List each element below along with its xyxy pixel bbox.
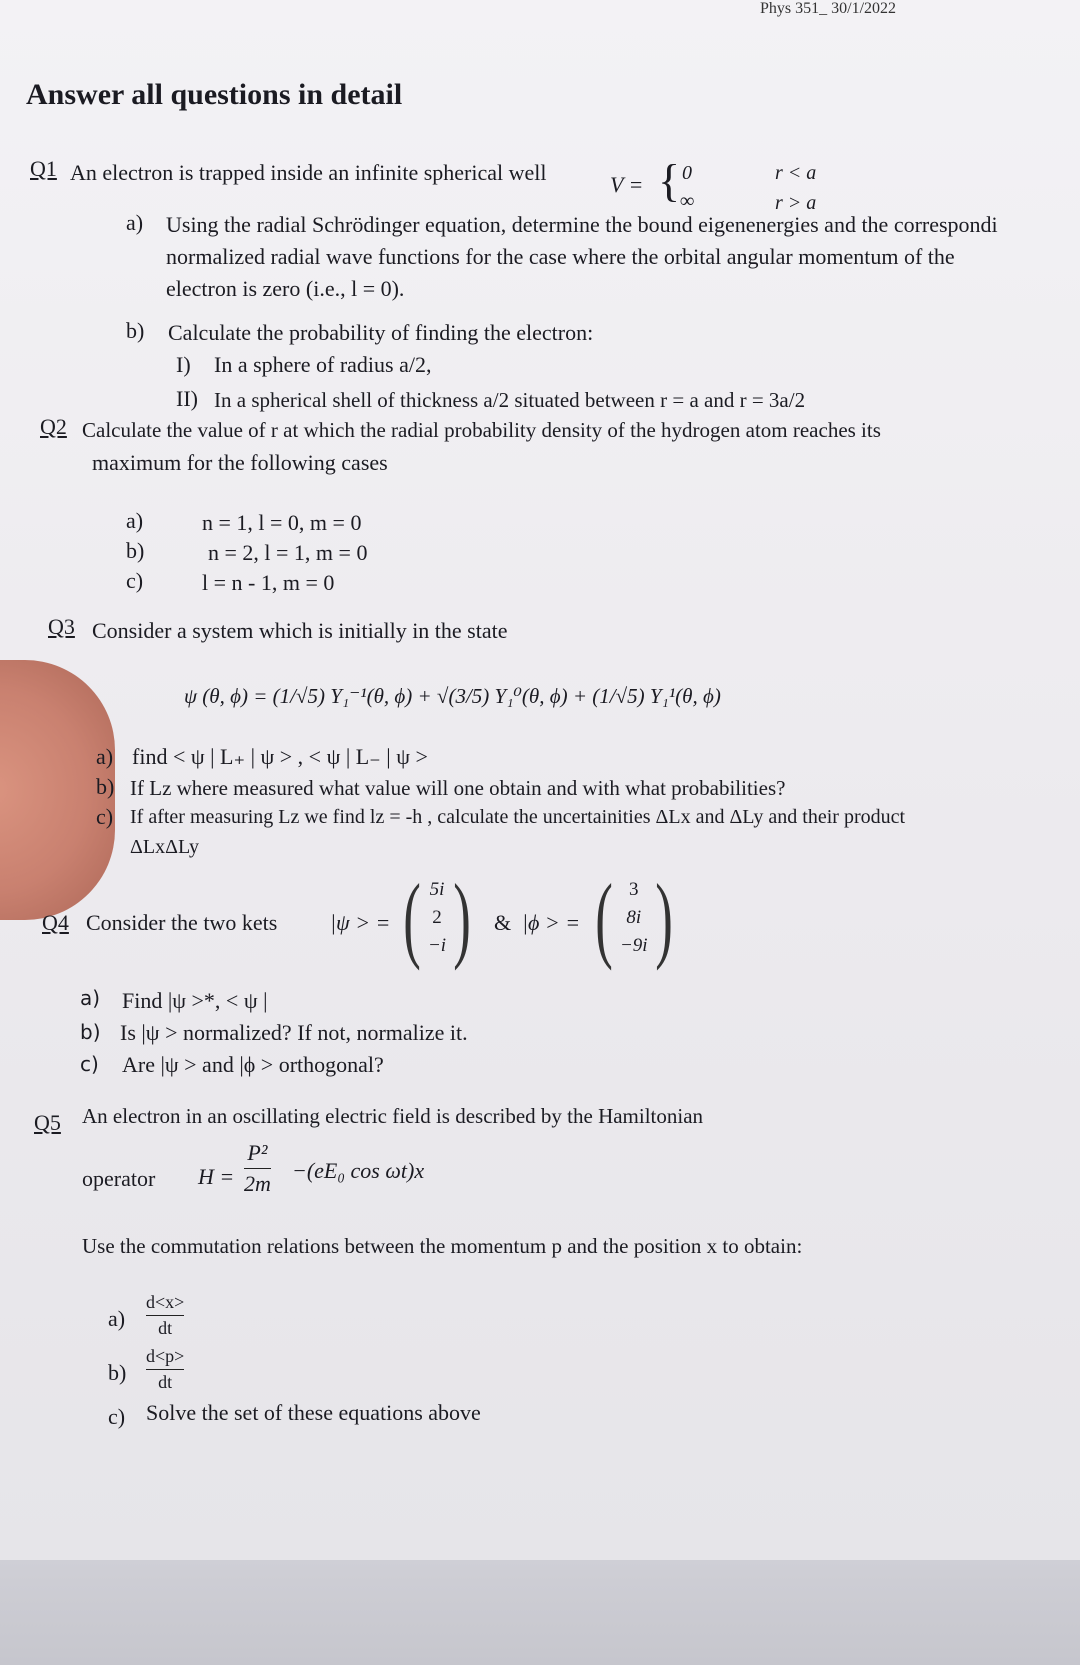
phi-comp-2: 8i: [626, 907, 642, 928]
q2-line1: Calculate the value of r at which the radial probability density of the hydrogen atom reaches its: [82, 418, 881, 442]
q3-a-label: a): [96, 744, 114, 769]
q4-psi-vector: [396, 864, 478, 971]
psi-left-paren: (: [403, 864, 421, 971]
q5-a-numerator: d<x>: [146, 1292, 185, 1312]
q5-a-label: a): [108, 1306, 126, 1331]
q1-a-line1: Using the radial Schrödinger equation, determine the bound eigenenergies and the correspondi: [166, 212, 998, 237]
phi-right-paren: ): [654, 864, 673, 971]
q5-c-text: Solve the set of these equations above: [146, 1400, 481, 1425]
q1-text: An electron is trapped inside an infinite spherical well: [70, 160, 547, 185]
q3-state-equation: ψ (θ, ϕ) = (1/√5) Y₁⁻¹(θ, ϕ) + √(3/5) Y₁⁰(θ, ϕ) + (1/√5) Y₁¹(θ, ϕ): [184, 684, 721, 708]
q5-c-label: c): [108, 1404, 126, 1429]
q1-a-line3: electron is zero (i.e., l = 0).: [166, 276, 405, 301]
course-header: Phys 351_ 30/1/2022: [760, 0, 897, 17]
q1-case1-value: 0: [682, 162, 692, 184]
q3-a-text: find < ψ | L₊ | ψ > , < ψ | L₋ | ψ >: [132, 744, 428, 769]
q2-b-label: b): [126, 538, 145, 563]
q4-b-label: b): [80, 1020, 101, 1044]
q4-number: Q4: [42, 910, 69, 935]
q5-h-denominator: 2m: [244, 1171, 271, 1196]
q5-b-fraction: [146, 1346, 184, 1393]
q5-instruction: Use the commutation relations between the momentum p and the position x to obtain:: [82, 1234, 803, 1258]
q3-b-label: b): [96, 774, 115, 799]
page-title: Answer all questions in detail: [26, 78, 403, 111]
phi-comp-3: −9i: [619, 935, 648, 956]
background-surface: [0, 1560, 1080, 1665]
q3-b-text: If Lz where measured what value will one obtain and with what probabilities?: [130, 776, 786, 800]
q5-a-fraction: [146, 1292, 184, 1339]
q2-a-text: n = 1, l = 0, m = 0: [202, 510, 362, 535]
q3-c-line2: ΔLxΔLy: [130, 836, 200, 858]
q1-case1-cond: r < a: [775, 162, 817, 184]
q1-bii-text: In a spherical shell of thickness a/2 situated between r = a and r = 3a/2: [214, 388, 806, 412]
q1-number: Q1: [30, 156, 57, 181]
q5-b-label: b): [108, 1360, 127, 1385]
psi-comp-2: 2: [432, 907, 442, 928]
q5-h-lhs: H =: [198, 1164, 235, 1189]
q3-c-label: c): [96, 804, 114, 829]
q5-a-fraction-bar: [146, 1315, 184, 1316]
q2-a-label: a): [126, 508, 144, 533]
q2-c-label: c): [126, 568, 144, 593]
psi-comp-3: −i: [427, 935, 447, 956]
q1-potential-lhs: V =: [610, 172, 644, 197]
q1-case2-cond: r > a: [775, 192, 817, 214]
q5-h-fraction: [244, 1140, 271, 1197]
q5-line1: An electron in an oscillating electric field is described by the Hamiltonian: [82, 1104, 704, 1128]
q5-b-numerator: d<p>: [146, 1346, 185, 1366]
q2-line2: maximum for the following cases: [92, 450, 388, 475]
q5-number: Q5: [34, 1110, 61, 1135]
q5-b-denominator: dt: [158, 1372, 173, 1392]
q5-h-fraction-bar: [244, 1168, 271, 1169]
q4-a-label: a): [80, 986, 101, 1010]
q1-b-text: Calculate the probability of finding the electron:: [168, 320, 594, 345]
q5-h-rest: −(eE₀ cos ωt)x: [292, 1158, 425, 1183]
q2-number: Q2: [40, 414, 67, 439]
q3-text: Consider a system which is initially in the state: [92, 618, 508, 643]
psi-comp-1: 5i: [429, 879, 445, 900]
q4-b-text: Is |ψ > normalized? If not, normalize it.: [120, 1020, 468, 1045]
q1-bi-label: I): [176, 352, 191, 377]
q4-phi-ket: |ϕ > =: [522, 910, 581, 935]
q5-b-fraction-bar: [146, 1369, 184, 1370]
psi-right-paren: ): [453, 864, 471, 971]
q1-bii-label: II): [176, 386, 198, 411]
q3-c-line1: If after measuring Lz we find lz = -h , calculate the uncertainities ΔLx and ΔLy and their product: [130, 806, 906, 828]
phi-comp-1: 3: [629, 879, 639, 900]
q1-bi-text: In a sphere of radius a/2,: [214, 352, 432, 377]
q2-c-text: l = n - 1, m = 0: [202, 570, 335, 595]
q1-b-label: b): [126, 318, 145, 343]
q4-text: Consider the two kets: [86, 910, 278, 935]
phi-left-paren: (: [595, 864, 613, 971]
q3-number: Q3: [48, 614, 75, 639]
q1-a-label: a): [126, 210, 144, 235]
q5-operator-label: operator: [82, 1166, 156, 1191]
q5-a-denominator: dt: [158, 1318, 173, 1338]
q4-phi-vector: [588, 864, 680, 971]
q5-h-numerator: P²: [247, 1140, 268, 1165]
q4-psi-ket: |ψ > =: [330, 910, 391, 935]
q1-brace: {: [658, 155, 681, 206]
q4-c-label: c): [80, 1052, 99, 1076]
q2-b-text: n = 2, l = 1, m = 0: [208, 540, 368, 565]
q4-a-text: Find |ψ >*, < ψ |: [122, 988, 268, 1013]
q4-c-text: Are |ψ > and |ϕ > orthogonal?: [122, 1052, 384, 1077]
q1-case2-value: ∞: [680, 190, 695, 212]
q4-ampersand: &: [494, 910, 512, 935]
q1-a-line2: normalized radial wave functions for the case where the orbital angular momentum of the: [166, 244, 955, 269]
